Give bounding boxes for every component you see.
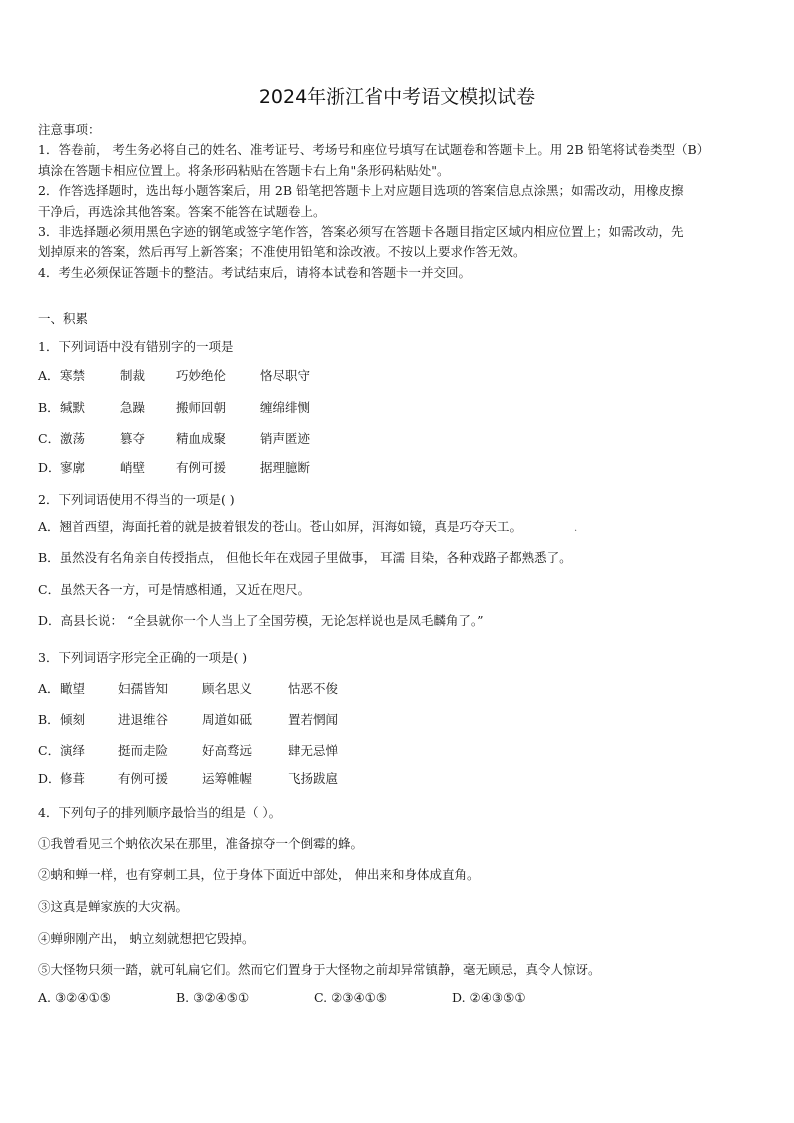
option-letter: D． xyxy=(38,771,61,786)
option-letter: D． xyxy=(38,460,61,475)
q4-sentence: ②蚋和蝉一样，也有穿刺工具，位于身体下面近中部处， 伸出来和身体成直角。 xyxy=(38,867,480,882)
option-word: 搬师回朝 xyxy=(176,400,227,415)
q4-option-c: C. ②③④①⑤ xyxy=(314,990,388,1005)
q4-sentence: ⑤大怪物只须一踏，就可轧扁它们。然而它们置身于大怪物之前却异常镇静，毫无顾忌，真令人惊讶。 xyxy=(38,962,601,977)
q3-stem: 3．下列词语字形完全正确的一项是( ) xyxy=(38,650,248,665)
section-heading: 一、积累 xyxy=(38,311,89,326)
q2-option-d: D．高县长说： “全县就你一个人当上了全国劳模，无论怎样说也是凤毛麟角了。” xyxy=(38,613,484,628)
option-word: 急躁 xyxy=(120,400,146,415)
option-word: 怙恶不俊 xyxy=(288,681,339,696)
q1-stem: 1．下列词语中没有错别字的一项是 xyxy=(38,339,234,354)
option-word: 瞰望 xyxy=(60,681,86,696)
option-word: 修葺 xyxy=(60,771,86,786)
option-word: 运筹帷幄 xyxy=(202,771,253,786)
option-word: 巧妙绝伦 xyxy=(176,368,227,383)
notes-block xyxy=(38,120,758,283)
option-word: 顾名思义 xyxy=(202,681,253,696)
speck-mark: . xyxy=(574,523,578,534)
option-word: 肆无忌惮 xyxy=(288,743,339,758)
option-word: 进退维谷 xyxy=(118,712,169,727)
option-word: 好高骛远 xyxy=(202,743,253,758)
option-word: 寒禁 xyxy=(60,368,86,383)
notes-line: 1．答卷前， 考生务必将自己的姓名、准考证号、考场号和座位号填写在试题卷和答题卡上。用 2B 铅笔将试卷类型（B） xyxy=(38,142,710,158)
option-word: 精血成聚 xyxy=(176,431,227,446)
notes-line: 3．非选择题必须用黑色字迹的钢笔或签字笔作答，答案必须写在答题卡各题目指定区域内相应位置上；如需改动，先 xyxy=(38,224,684,240)
option-word: 缠绵绯恻 xyxy=(260,400,311,415)
notes-line: 填涂在答题卡相应位置上。将条形码粘贴在答题卡右上角"条形码粘贴处"。 xyxy=(38,162,450,178)
q4-option-b: B. ③②④⑤① xyxy=(176,990,250,1005)
q4-option-a: A. ③②④①⑤ xyxy=(38,990,112,1005)
option-letter: C． xyxy=(38,431,61,446)
q2-stem: 2．下列词语使用不得当的一项是( ) xyxy=(38,492,235,507)
q2-option-b: B．虽然没有名角亲自传授指点， 但他长年在戏园子里做事， 耳濡 目染，各种戏路子都熟悉了。 xyxy=(38,550,572,565)
q4-sentence: ④蝉卵刚产出， 蚋立刻就想把它毁掉。 xyxy=(38,931,255,946)
option-letter: C． xyxy=(38,743,61,758)
option-word: 有例可援 xyxy=(176,460,227,475)
option-word: 篡夺 xyxy=(120,431,146,446)
option-word: 演绎 xyxy=(60,743,86,758)
q4-stem: 4．下列句子的排列顺序最恰当的组是（ ）。 xyxy=(38,805,282,820)
option-word: 激荡 xyxy=(60,431,86,446)
option-word: 制裁 xyxy=(120,368,146,383)
option-letter: B． xyxy=(38,400,60,415)
option-letter: A． xyxy=(38,368,60,383)
option-word: 峭壁 xyxy=(120,460,146,475)
option-word: 缄默 xyxy=(60,400,86,415)
option-word: 据理臆断 xyxy=(260,460,311,475)
page-title: 2024年浙江省中考语文模拟试卷 xyxy=(258,86,536,108)
option-letter: A． xyxy=(38,681,60,696)
option-word: 飞扬跋扈 xyxy=(288,771,339,786)
option-word: 有例可援 xyxy=(118,771,169,786)
option-word: 销声匿迹 xyxy=(260,431,311,446)
notes-line: 划掉原来的答案，然后再写上新答案；不准使用铅笔和涂改液。不按以上要求作答无效。 xyxy=(38,244,526,260)
notes-line: 4．考生必须保证答题卡的整洁。考试结束后，请将本试卷和答题卡一并交回。 xyxy=(38,264,471,280)
q2-option-a: A．翘首西望，海面托着的就是披着银发的苍山。苍山如屏，洱海如镜，真是巧夺天工。 xyxy=(38,519,523,534)
option-word: 恪尽职守 xyxy=(260,368,311,383)
option-word: 妇孺皆知 xyxy=(118,681,169,696)
q4-sentence: ③这真是蝉家族的大灾祸。 xyxy=(38,899,189,914)
q4-sentence: ①我曾看见三个蚋依次呆在那里，准备掠夺一个倒霉的蜂。 xyxy=(38,836,364,851)
option-word: 周道如砥 xyxy=(202,712,253,727)
q4-option-d: D. ②④③⑤① xyxy=(452,990,526,1005)
option-word: 倾刻 xyxy=(60,712,86,727)
option-word: 置若惘闻 xyxy=(288,712,339,727)
notes-line: 干净后，再选涂其他答案。答案不能答在试题卷上。 xyxy=(38,203,326,219)
notes-heading: 注意事项： xyxy=(38,122,101,137)
notes-line: 2．作答选择题时，选出每小题答案后，用 2B 铅笔把答题卡上对应题目选项的答案信息点涂黑；如需改动，用橡皮擦 xyxy=(38,183,684,199)
option-letter: B． xyxy=(38,712,60,727)
option-word: 寥廓 xyxy=(60,460,86,475)
q2-option-c: C．虽然天各一方，可是情感相通，又近在咫尺。 xyxy=(38,582,311,597)
option-word: 挺而走险 xyxy=(118,743,169,758)
